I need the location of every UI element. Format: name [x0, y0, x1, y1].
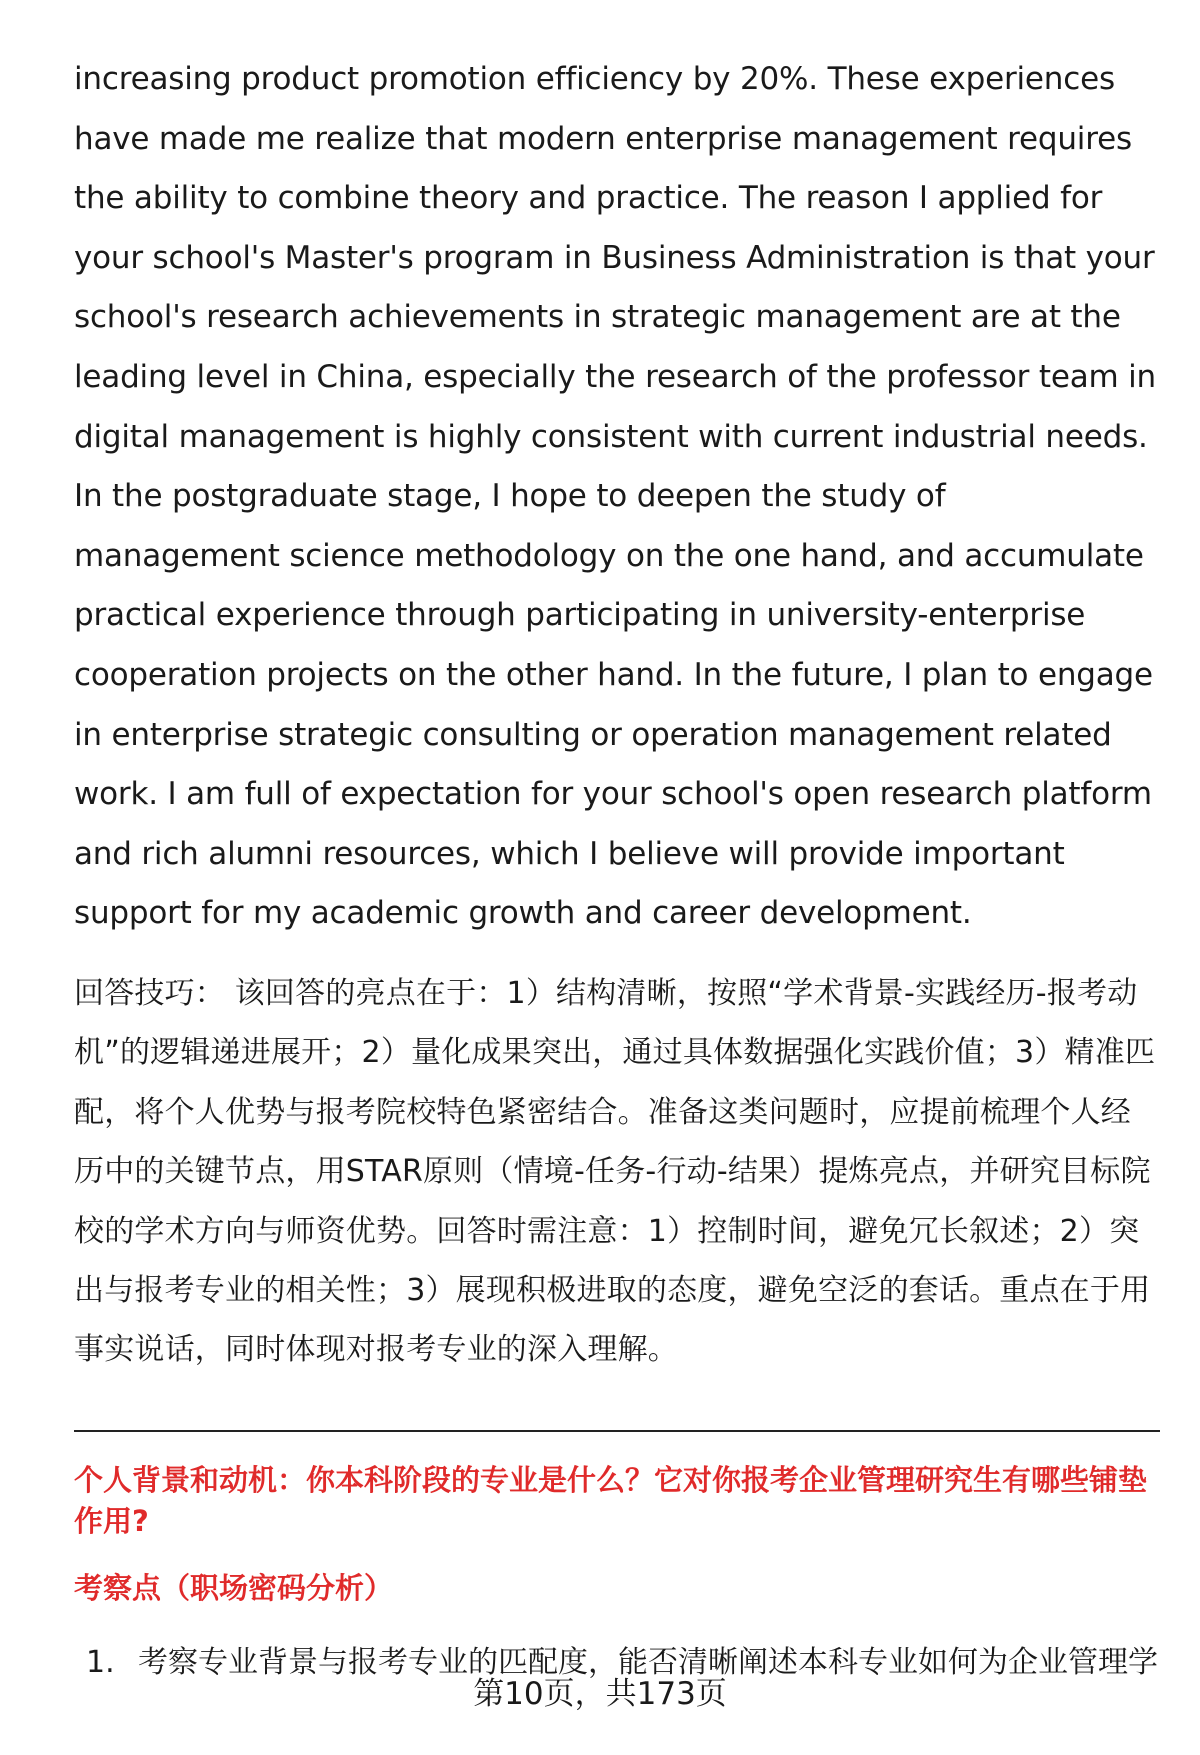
list-item-number: 1.	[86, 1644, 115, 1680]
english-answer-paragraph: increasing product promotion efficiency by 20%. These experiences have made me realize that modern enterprise management requires the ability to combine theory and practice. The reason I applied for your school's Master's program in Business Administration is that your school's research achievements in strategic management are at the leading level in China, especially the research of the professor team in digital management is highly consistent with current industrial needs. In the postgraduate stage, I hope to deepen the study of management science methodology on the one hand, and accumulate practical experience through participating in university-enterprise cooperation projects on the other hand. In the future, I plan to engage in enterprise strategic consulting or operation management related work. I am full of expectation for your school's open research platform and rich alumni resources, which I believe will provide important support for my academic growth and career development.	[74, 61, 1156, 932]
question-heading: 个人背景和动机：你本科阶段的专业是什么？它对你报考企业管理研究生有哪些铺垫作用?	[74, 1462, 1148, 1538]
answer-tips-paragraph: 回答技巧： 该回答的亮点在于：1）结构清晰，按照“学术背景-实践经历-报考动机”的逻辑递进展开；2）量化成果突出，通过具体数据强化实践价值；3）精准匹配，将个人优势与报考院校特色紧密结合。准备这类问题时，应提前梳理个人经历中的关键节点，用STAR原则（情境-任务-行动-结果）提炼亮点，并研究目标院校的学术方向与师资优势。回答时需注意：1）控制时间，避免冗长叙述；2）突出与报考专业的相关性；3）展现积极进取的态度，避免空泛的套话。重点在于用事实说话，同时体现对报考专业的深入理解。	[74, 975, 1156, 1368]
page-footer: 第10页，共173页	[473, 1676, 727, 1712]
list-item-text: 考察专业背景与报考专业的匹配度，能否清晰阐述本科专业如何为企业管理学	[138, 1644, 1158, 1680]
section-divider	[74, 1430, 1160, 1432]
document-page	[74, 50, 1160, 1688]
assessment-subheading: 考察点（职场密码分析）	[74, 1570, 394, 1605]
